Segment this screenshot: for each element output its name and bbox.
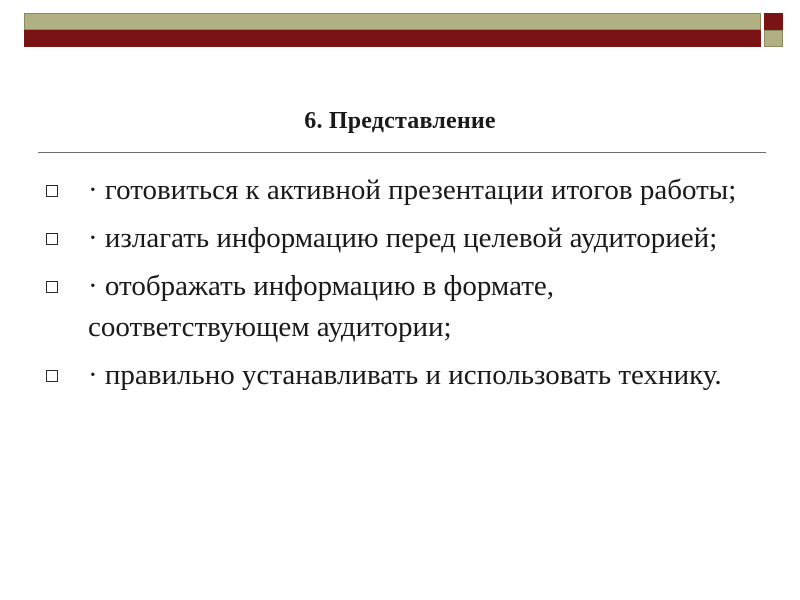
square-bullet-icon [46,185,58,197]
header-bar-maroon [24,30,761,47]
bullet-item [0,218,800,259]
header-corner-square-olive [764,30,783,47]
slide-title: 6. Представление [304,108,496,134]
bullet-text: · готовиться к активной презентации итогов работы; [88,174,737,206]
title-divider [38,152,766,153]
bullet-list [0,170,800,403]
header-bar-olive [24,13,761,30]
square-bullet-icon [46,281,58,293]
header-corner-square-maroon [764,13,783,30]
bullet-text: · правильно устанавливать и использовать технику. [88,359,722,391]
square-bullet-icon [46,370,58,382]
bullet-item [0,266,800,348]
square-bullet-icon [46,233,58,245]
bullet-text: · излагать информацию перед целевой аудиторией; [88,222,718,254]
bullet-item [0,355,800,396]
bullet-text: · отображать информацию в формате, соответствующем аудитории; [88,270,554,343]
bullet-item [0,170,800,211]
